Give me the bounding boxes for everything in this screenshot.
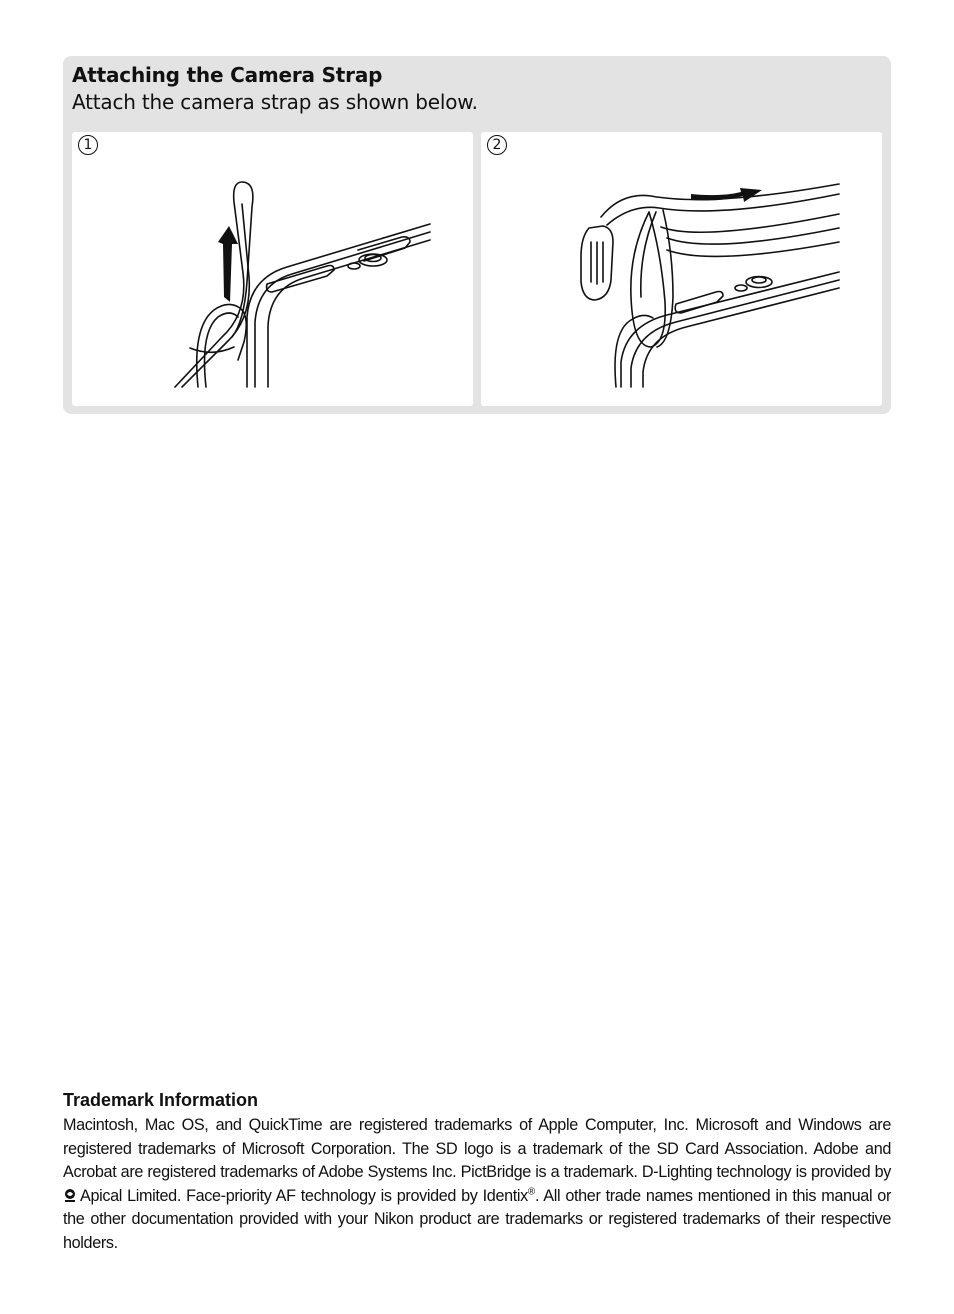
trademark-text-part-3: . All other trade names mentioned in this manual or the other documentation provided with your Nikon product are trademarks or registered trademarks of their respective holders. — [63, 1186, 891, 1252]
step-2-panel — [481, 132, 882, 406]
trademark-section — [63, 1090, 891, 1255]
trademark-text-part-1: Macintosh, Mac OS, and QuickTime are registered trademarks of Apple Computer, Inc. Microsoft and Windows are registered trademarks of Microsoft Corporation. The SD logo is a trademark of the SD Card Association. Adobe and Acrobat are registered trademarks of Adobe Systems Inc. PictBridge is a trademark. D-Lighting technology is provided by — [63, 1116, 891, 1181]
strap-section-subtitle: Attach the camera strap as shown below. — [72, 90, 478, 114]
step-1-number: 1 — [78, 135, 98, 155]
trademark-body — [63, 1114, 891, 1255]
strap-loop-insert-illustration — [72, 132, 473, 406]
strap-loop — [175, 182, 253, 387]
pull-direction-arrow-icon — [691, 188, 762, 202]
apical-logo-icon — [63, 1188, 77, 1203]
power-button — [675, 292, 723, 314]
insert-direction-arrow-icon — [218, 226, 238, 302]
strap-section-title: Attaching the Camera Strap — [72, 63, 383, 87]
step-2-number: 2 — [487, 135, 507, 155]
strap-pull-through-illustration — [481, 132, 882, 406]
trademark-text-part-2: Apical Limited. Face-priority AF technology is provided by Identix — [80, 1186, 528, 1205]
strap-instructions-box — [63, 56, 891, 414]
trademark-heading: Trademark Information — [63, 1090, 259, 1110]
shutter-button — [746, 277, 772, 288]
registered-mark: ® — [527, 1186, 535, 1198]
step-1-panel — [72, 132, 473, 406]
